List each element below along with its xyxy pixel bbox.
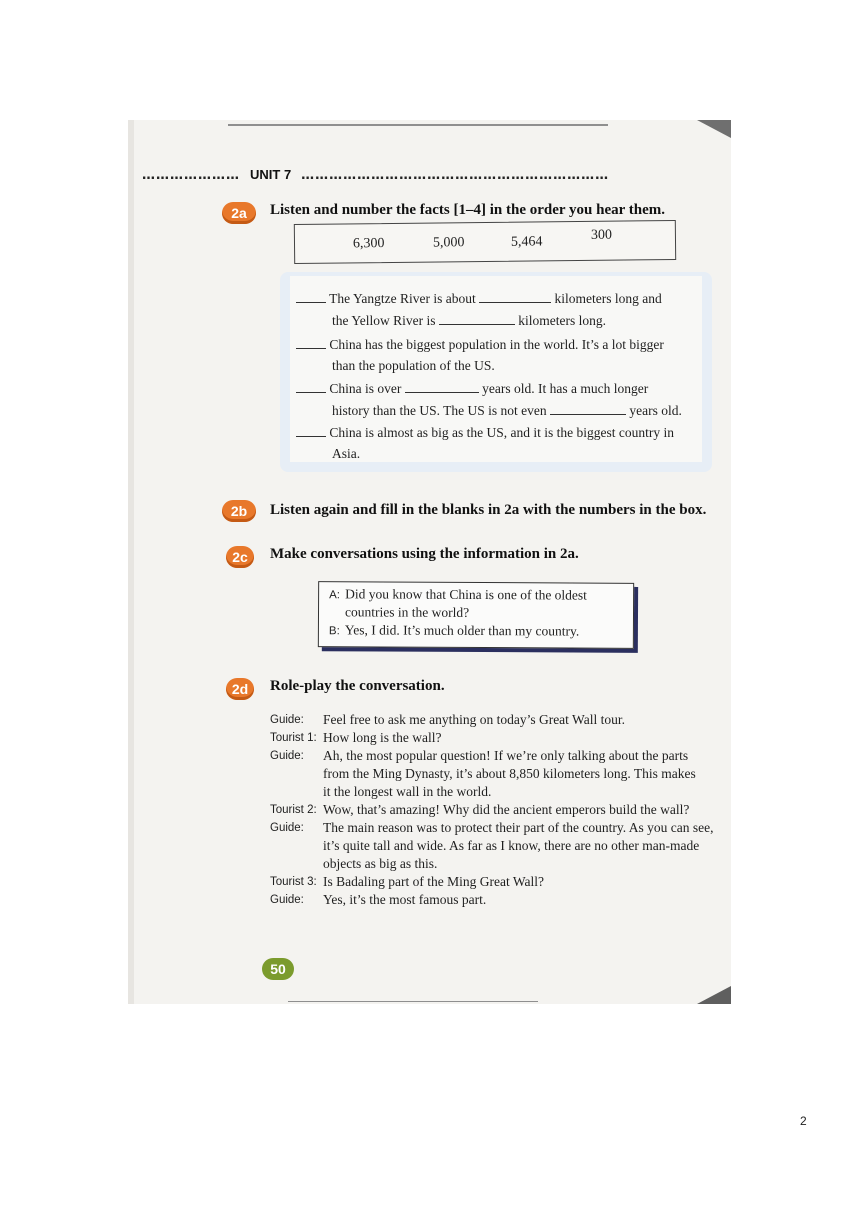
conversation-line: countries in the world? [344,604,470,620]
dialogue-line: Yes, it’s the most famous part. [323,892,487,907]
fact-item [296,380,648,397]
page-curl-top [697,120,731,138]
header-dots-left: ………………… [142,168,240,182]
fact-text: China is over [329,381,402,396]
fill-blank[interactable] [405,380,479,393]
fact-text: years old. [629,403,682,418]
dialogue-line: How long is the wall? [323,730,442,745]
section-badge-2a: 2a [222,202,256,224]
fact-item-continued: Asia. [332,446,361,461]
fact-item-continued: than the population of the US. [332,358,495,373]
section-2b-instruction: Listen again and fill in the blanks in 2a with the numbers in the box. [270,502,707,518]
fact-text: years old. It has a much longer [482,381,649,396]
dialogue-line: Ah, the most popular question! If we’re only talking about the parts [323,748,689,763]
conversation-line: Did you know that China is one of the oldest [345,586,588,603]
speaker-label: Tourist 2: [270,804,317,816]
unit-header [142,166,731,182]
facts-panel [280,272,712,472]
fact-text: kilometers long and [554,291,662,306]
number-item: 6,300 [352,236,385,252]
dialogue-line: The main reason was to protect their part of the country. As you can see, [323,820,714,835]
bottom-edge-line [288,1001,538,1002]
number-item: 300 [590,227,613,243]
page-curl-bottom [697,986,731,1004]
section-2c-instruction: Make conversations using the information in 2a. [270,546,579,562]
fact-item [296,336,664,353]
section-badge-2c: 2c [226,546,254,568]
speaker-label: Guide: [270,894,304,906]
fact-text: The Yangtze River is about [329,291,476,306]
header-dots-right: ………………………………………………………… [301,168,610,182]
fact-item-continued [332,402,682,419]
document-page-number: 2 [800,1114,807,1128]
speaker-label: Tourist 3: [270,876,317,888]
fact-text: kilometers long. [518,313,607,328]
fill-blank[interactable] [479,290,551,303]
speaker-label: A: [329,589,341,602]
speaker-label: Tourist 1: [270,732,317,744]
number-box [294,220,676,264]
conversation-line: Yes, I did. It’s much older than my country. [344,622,580,639]
number-item: 5,000 [432,235,465,251]
section-badge-2b: 2b [222,500,256,522]
fact-item [296,290,662,307]
section-badge-2d: 2d [226,678,254,700]
speaker-label: Guide: [270,750,304,762]
dialogue-line: objects as big as this. [323,856,438,871]
top-edge-line [228,124,608,126]
fact-item [296,424,674,441]
speaker-label: B: [328,625,340,638]
scanned-textbook-page [128,120,731,1004]
fact-item-continued [332,312,606,329]
dialogue-line: from the Ming Dynasty, it’s about 8,850 kilometers long. This makes [323,766,696,781]
number-blank[interactable] [296,380,326,393]
fill-blank[interactable] [439,312,515,325]
dialogue-line: Is Badaling part of the Ming Great Wall? [323,874,544,889]
number-item: 5,464 [510,234,543,250]
fact-text: China has the biggest population in the world. It’s a lot bigger [329,337,664,352]
fact-text: China is almost as big as the US, and it is the biggest country in [329,425,674,440]
speaker-label: Guide: [270,714,304,726]
number-blank[interactable] [296,290,326,303]
page-edge-shadow [128,120,134,1004]
section-2d-instruction: Role-play the conversation. [270,678,445,694]
example-conversation-box [318,581,634,649]
speaker-label: Guide: [270,822,304,834]
dialogue-line: it the longest wall in the world. [323,784,492,799]
facts-list [290,276,702,462]
fill-blank[interactable] [550,402,626,415]
section-2a-instruction: Listen and number the facts [1–4] in the order you hear them. [270,202,665,218]
number-blank[interactable] [296,336,326,349]
unit-title: UNIT 7 [250,167,292,182]
dialogue-line: Wow, that’s amazing! Why did the ancient emperors build the wall? [323,802,690,817]
book-page-number: 50 [262,958,294,980]
fact-text: the Yellow River is [332,313,436,328]
dialogue-line: Feel free to ask me anything on today’s Great Wall tour. [323,712,625,727]
number-blank[interactable] [296,424,326,437]
fact-text: history than the US. The US is not even [332,403,547,418]
dialogue-line: it’s quite tall and wide. As far as I know, there are no other man-made [323,838,700,853]
